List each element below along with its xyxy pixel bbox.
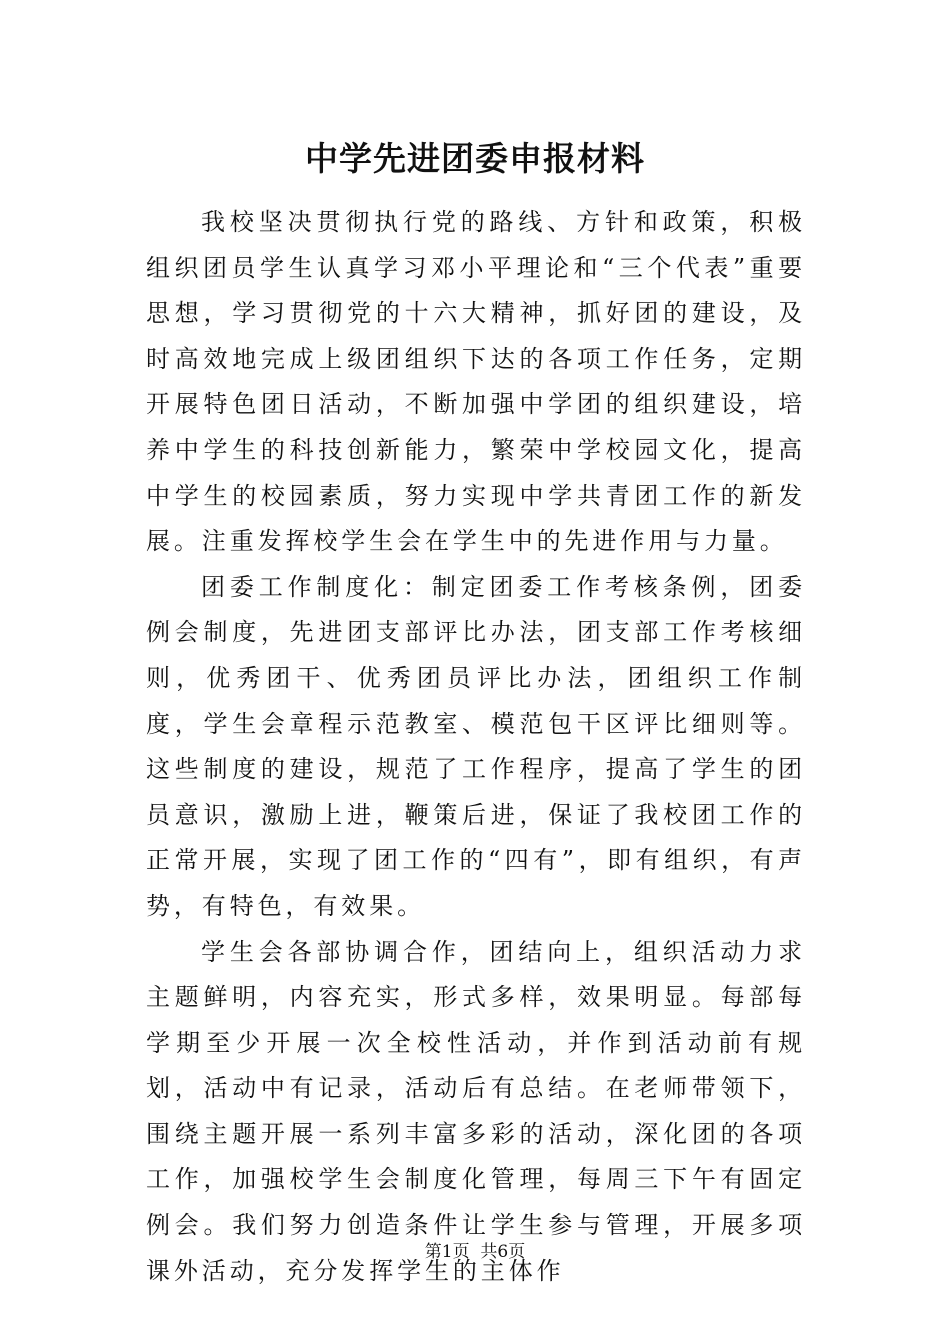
paragraph-1: 我校坚决贯彻执行党的路线、方针和政策，积极组织团员学生认真学习邓小平理论和“三个代表”重要思想，学习贯彻党的十六大精神，抓好团的建设，及时高效地完成上级团组织下达的各项工作任务，定期开展特色团日活动，不断加强中学团的组织建设，培养中学生的科技创新能力，繁荣中学校园文化，提高中学生的校园素质，努力实现中学共青团工作的新发展。注重发挥校学生会在学生中的先进作用与力量。 [146,208,806,556]
page-number-footer: 第1页 共6页 [424,1242,526,1262]
document-body [146,200,806,1294]
document-title: 中学先进团委申报材料 [305,139,645,178]
paragraph-3: 学生会各部协调合作，团结向上，组织活动力求主题鲜明，内容充实，形式多样，效果明显。每部每学期至少开展一次全校性活动，并作到活动前有规划，活动中有记录，活动后有总结。在老师带领下，围绕主题开展一系列丰富多彩的活动，深化团的各项工作，加强校学生会制度化管理，每周三下午有固定例会。我们努力创造条件让学生参与管理，开展多项课外活动，充分发挥学生的主体作 [146,937,806,1285]
paragraph-2: 团委工作制度化：制定团委工作考核条例，团委例会制度，先进团支部评比办法，团支部工作考核细则，优秀团干、优秀团员评比办法，团组织工作制度，学生会章程示范教室、模范包干区评比细则等。这些制度的建设，规范了工作程序，提高了学生的团员意识，激励上进，鞭策后进，保证了我校团工作的正常开展，实现了团工作的“四有”，即有组织，有声势，有特色，有效果。 [146,572,806,920]
